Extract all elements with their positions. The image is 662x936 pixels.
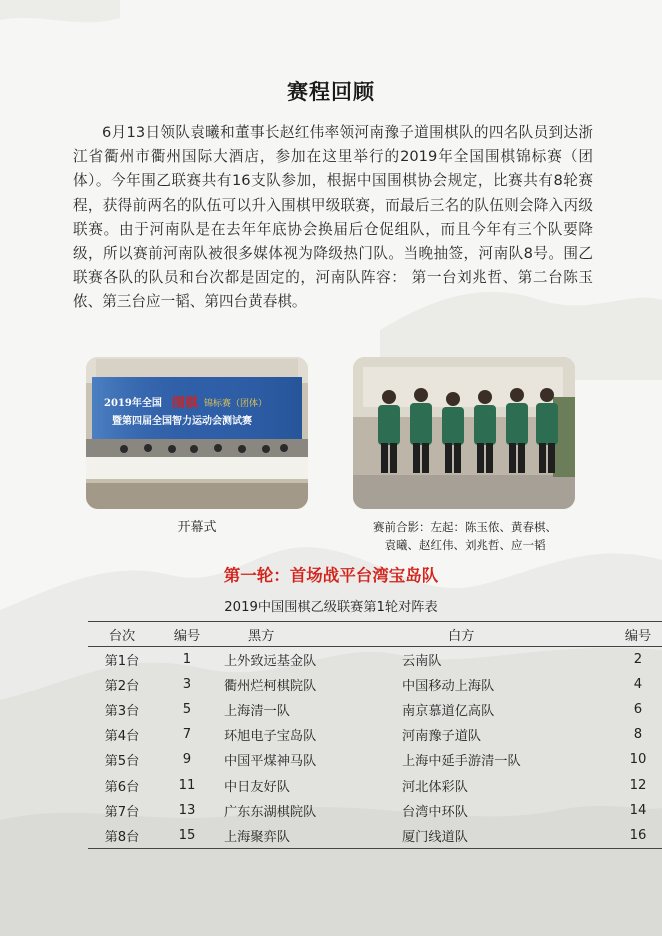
cell-black-team: 中国平煤神马队 [224, 754, 317, 770]
header-white-number: 编号 [608, 622, 662, 647]
cell-board: 第3台 [104, 704, 140, 720]
cell-white-number: 4 [633, 677, 643, 693]
cell-black-number: 3 [182, 677, 192, 693]
cell-black-number: 11 [178, 777, 196, 793]
team-group-photo [353, 357, 575, 509]
cell-board: 第7台 [104, 804, 140, 820]
cell-white-number: 10 [629, 752, 647, 768]
table-row [88, 672, 662, 697]
cell-black-team: 上海聚弈队 [218, 823, 386, 849]
table-row [88, 823, 662, 849]
cell-white-team: 云南队 [402, 654, 442, 670]
banner-text-line1-a: 2019年全国 [104, 398, 162, 409]
cell-black-team: 上外致远基金队 [224, 654, 317, 670]
cell-white-team: 河北体彩队 [402, 779, 468, 795]
cell-black-number: 13 [178, 802, 196, 818]
cell-black-number: 9 [182, 752, 192, 768]
cell-white-team: 厦门线道队 [386, 823, 608, 849]
round1-heading: 第一轮：首场战平台湾宝岛队 [223, 566, 439, 585]
cell-board: 第8台 [88, 823, 156, 849]
page-title: 赛程回顾 [287, 80, 375, 104]
cell-black-number: 5 [182, 702, 192, 718]
cell-white-team: 上海中延手游清一队 [402, 754, 521, 770]
cell-black-team: 衢州烂柯棋院队 [224, 679, 317, 695]
cell-white-number: 8 [633, 727, 643, 743]
cell-black-team: 上海清一队 [224, 704, 290, 720]
table-row [88, 647, 662, 673]
cell-white-number: 2 [633, 652, 643, 668]
cell-white-team: 中国移动上海队 [402, 679, 495, 695]
cell-board: 第1台 [104, 654, 140, 670]
cell-white-number: 16 [608, 823, 662, 849]
banner-text-line1-c: 锦标赛（团体） [204, 399, 268, 409]
banner-text-line1-b: 围棋 [172, 396, 199, 411]
cell-board: 第5台 [104, 754, 140, 770]
cell-white-team: 南京慕道亿高队 [402, 704, 495, 720]
team-photo-caption [360, 518, 570, 554]
cell-black-team: 中日友好队 [224, 779, 290, 795]
cell-board: 第6台 [104, 779, 140, 795]
cell-black-number: 1 [182, 652, 192, 668]
banner-text-line2: 暨第四届全国智力运动会测试赛 [112, 416, 252, 427]
cell-board: 第4台 [104, 729, 140, 745]
opening-ceremony-photo [86, 357, 308, 509]
header-black-number: 编号 [156, 622, 218, 647]
table-header-row [88, 622, 662, 647]
team-photo-caption-line2: 袁曦、赵红伟、刘兆哲、应一韬 [384, 538, 546, 552]
cell-board: 第2台 [104, 679, 140, 695]
header-black: 黑方 [218, 622, 386, 647]
cell-black-number: 7 [182, 727, 192, 743]
cell-white-team: 台湾中环队 [402, 804, 468, 820]
cell-black-team: 广东东湖棋院队 [224, 804, 317, 820]
table-row [88, 722, 662, 747]
cell-white-number: 14 [629, 802, 647, 818]
article-body: 6月13日领队袁曦和董事长赵红伟率领河南豫子道围棋队的四名队员到达浙江省衢州市衢州国际大酒店，参加在这里举行的2019年全国围棋锦标赛（团体）。今年围乙联赛共有16支队参加，根据中国围棋协会规定，比赛共有8轮赛程，获得前两名的队伍可以升入围棋甲级联赛，而最后三名的队伍则会降入丙级联赛。由于河南队是在去年年底协会换届后仓促组队，而且今年有三个队要降级，所以赛前河南队被很多媒体视为降级热门队。当晚抽签，河南队8号。围乙联赛各队的队员和台次都是固定的，河南队阵容： 第一台刘兆哲、第二台陈玉侬、第三台应一韬、第四台黄春棋。 [73, 124, 593, 311]
round1-table-caption: 2019中国围棋乙级联赛第1轮对阵表 [224, 600, 438, 615]
table-row [88, 697, 662, 722]
cell-white-team: 河南豫子道队 [402, 729, 482, 745]
round1-lineup-table [88, 621, 662, 849]
team-photo-caption-line1: 赛前合影：左起：陈玉侬、黄春棋、 [373, 520, 557, 534]
table-row [88, 747, 662, 772]
cell-white-number: 6 [633, 702, 643, 718]
cell-black-team: 环旭电子宝岛队 [224, 729, 317, 745]
header-white: 白方 [386, 622, 608, 647]
table-row [88, 798, 662, 823]
cell-black-number: 15 [156, 823, 218, 849]
opening-ceremony-caption: 开幕式 [177, 520, 217, 535]
header-board: 台次 [88, 622, 156, 647]
cell-white-number: 12 [629, 777, 647, 793]
table-row [88, 772, 662, 797]
